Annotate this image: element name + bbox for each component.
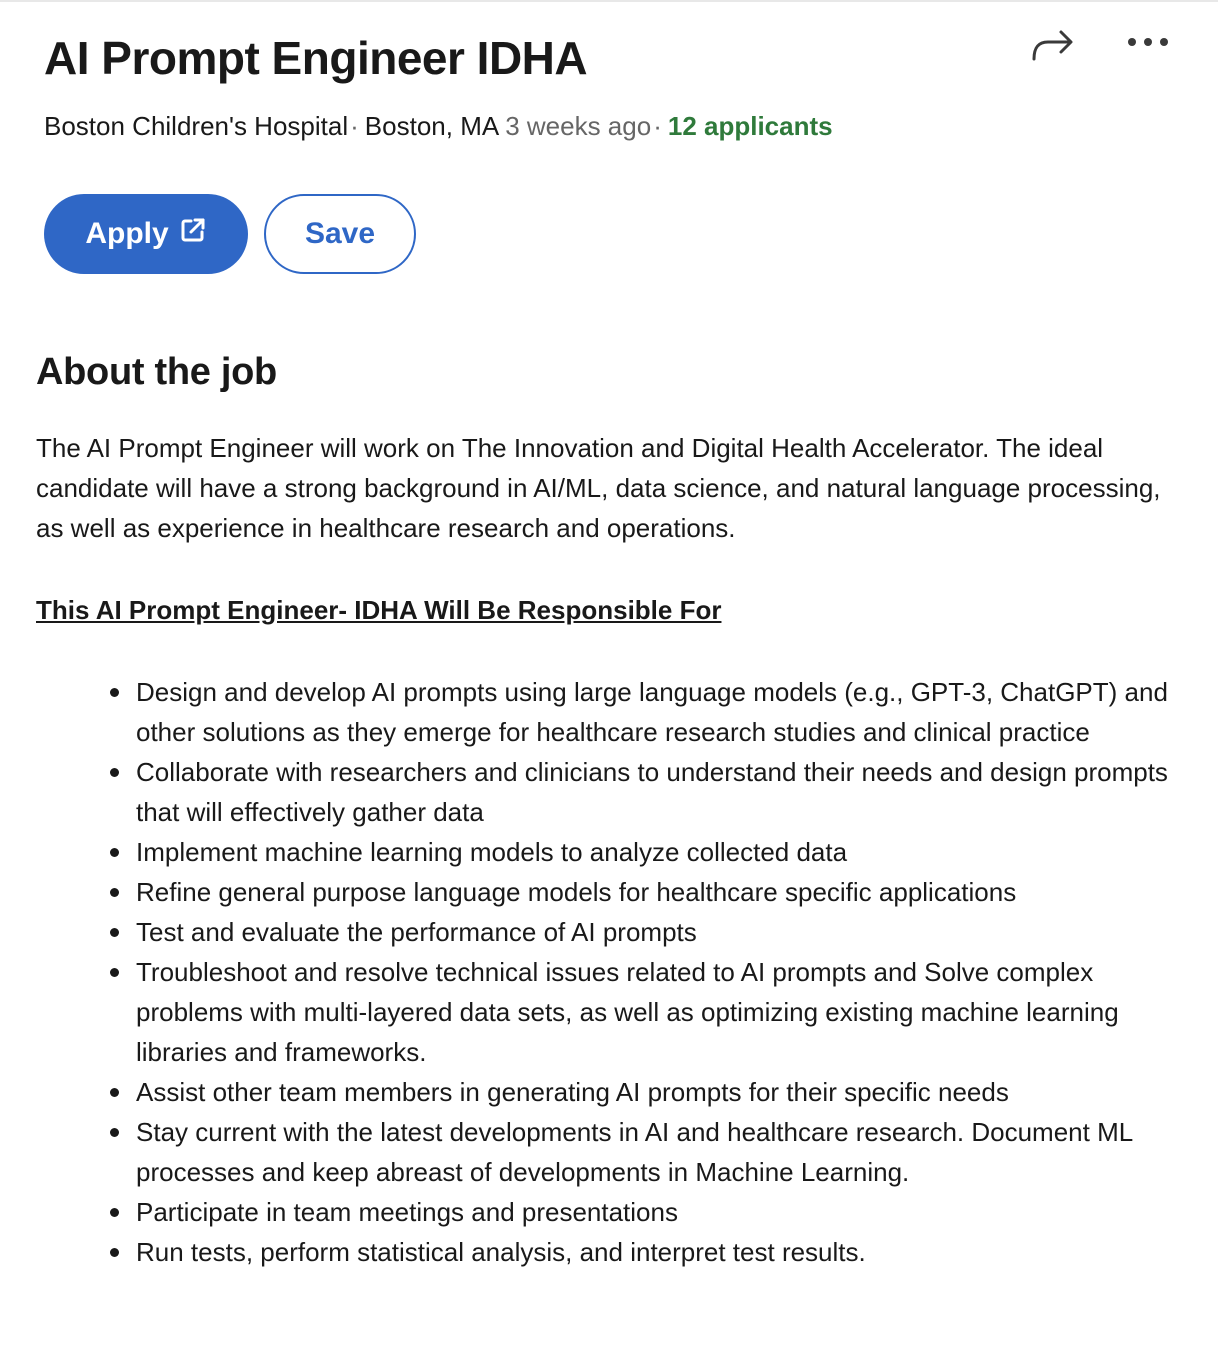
applicant-count: 12 applicants [667,111,833,141]
job-title: AI Prompt Engineer IDHA [44,32,588,84]
list-item: Refine general purpose language models for healthcare specific applications [136,872,1176,912]
list-item: Participate in team meetings and presentations [136,1192,1176,1232]
apply-button-label: Apply [85,217,169,250]
job-meta [44,108,833,144]
responsibilities-heading: This AI Prompt Engineer- IDHA Will Be Responsible For [36,595,722,625]
about-heading: About the job [36,351,277,393]
apply-button[interactable] [44,194,248,274]
list-item: Implement machine learning models to analyze collected data [136,832,1176,872]
responsibilities-list [136,672,1176,1272]
list-item: Stay current with the latest developments in AI and healthcare research. Document ML processes and keep abreast of developments in Machine Learning. [136,1112,1176,1192]
company-name[interactable]: Boston Children's Hospital [44,111,349,141]
list-item: Test and evaluate the performance of AI prompts [136,912,1176,952]
list-item: Design and develop AI prompts using large language models (e.g., GPT-3, ChatGPT) and other solutions as they emerge for healthcare research studies and clinical practice [136,672,1176,752]
save-button[interactable]: Save [264,194,416,274]
job-location: Boston, MA [364,111,500,141]
meta-separator: · [653,111,662,141]
share-arrow-icon[interactable] [1028,26,1076,64]
list-item: Troubleshoot and resolve technical issues related to AI prompts and Solve complex problems with multi-layered data sets, as well as optimizing existing machine learning libraries and frameworks. [136,952,1176,1072]
posted-time: 3 weeks ago [505,111,652,141]
top-divider [0,0,1218,2]
list-item: Assist other team members in generating AI prompts for their specific needs [136,1072,1176,1112]
external-link-icon [179,216,207,252]
job-intro: The AI Prompt Engineer will work on The Innovation and Digital Health Accelerator. The ideal candidate will have a strong background in AI/ML, data science, and natural language processing, as well as experience in healthcare research and operations. [36,433,1161,543]
ellipsis-icon[interactable] [1124,28,1172,56]
list-item: Collaborate with researchers and clinicians to understand their needs and design prompts that will effectively gather data [136,752,1176,832]
meta-separator: · [350,111,359,141]
list-item: Run tests, perform statistical analysis, and interpret test results. [136,1232,1176,1272]
